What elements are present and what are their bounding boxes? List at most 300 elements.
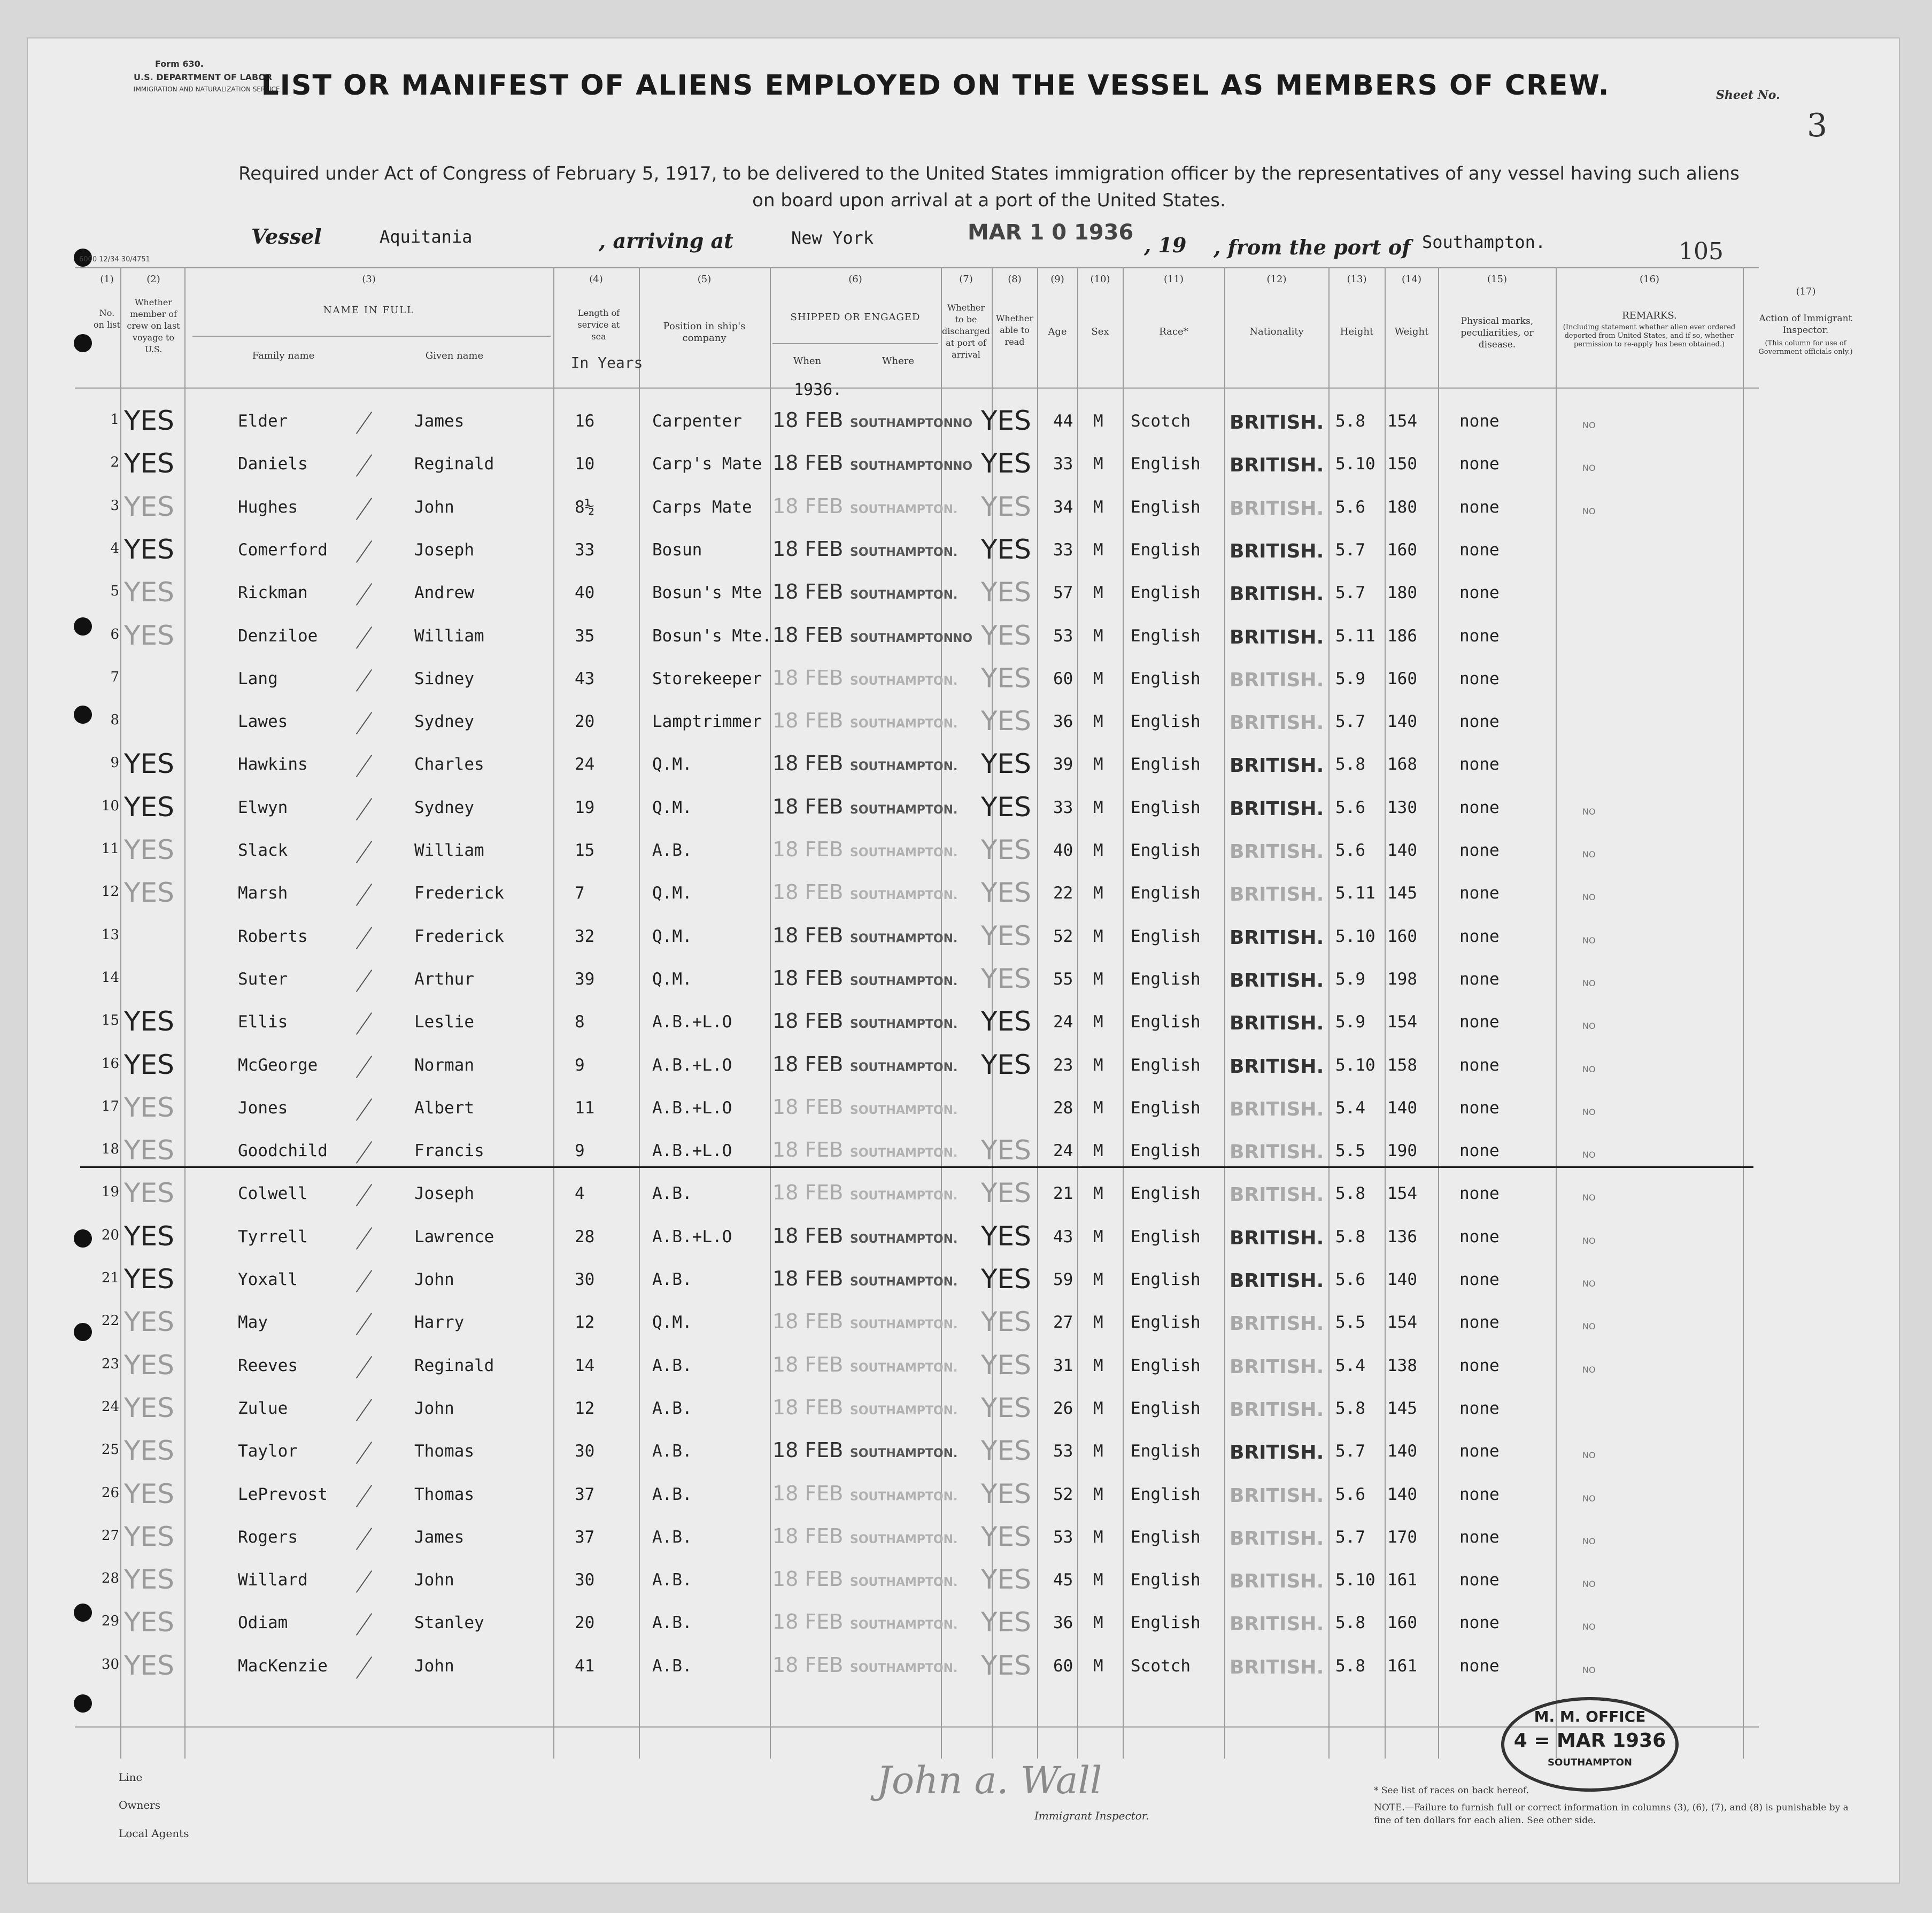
col17-num: (17) [1796, 286, 1816, 297]
cell-read: YES [981, 1006, 1031, 1037]
cell-prev: YES [124, 1478, 174, 1509]
cell-race: English [1131, 884, 1201, 903]
cell-where: SOUTHAMPTON. [850, 674, 958, 688]
cell-when: 18 FEB [772, 580, 844, 604]
name-separator-mark [356, 1313, 372, 1335]
cell-pos: A.B.+L.O [652, 1098, 732, 1118]
cell-svc: 20 [575, 712, 595, 732]
cell-marks: none [1459, 1527, 1500, 1547]
cell-age: 33 [1053, 797, 1073, 817]
cell-marks: none [1459, 583, 1500, 603]
col3a-header: Family name [252, 350, 315, 361]
cell-ht: 5.10 [1335, 454, 1375, 474]
col17-header: Action of Immigrant Inspector. [1759, 313, 1852, 336]
cell-svc: 9 [575, 1141, 585, 1161]
cell-fam: Willard [238, 1570, 308, 1590]
cell-age: 60 [1053, 1656, 1073, 1676]
cell-marks: none [1459, 1184, 1500, 1204]
col3b-header: Given name [425, 350, 484, 361]
cell-n: 23 [101, 1356, 119, 1372]
cell-svc: 30 [575, 1570, 595, 1590]
cell-n: 29 [101, 1613, 119, 1630]
cell-ht: 5.7 [1335, 540, 1365, 560]
cell-nat: BRITISH. [1230, 1055, 1324, 1078]
cell-nat: BRITISH. [1230, 412, 1324, 433]
cell-given: Harry [414, 1313, 465, 1333]
cell-where: SOUTHAMPTON. [850, 1361, 958, 1375]
cell-fam: Marsh [238, 884, 288, 903]
cell-where: SOUTHAMPTON. [850, 1060, 958, 1074]
cell-rem: NO [1582, 1106, 1596, 1117]
cell-race: English [1131, 1270, 1201, 1289]
cell-age: 57 [1053, 583, 1073, 603]
cell-nat: BRITISH. [1230, 712, 1324, 734]
col15-num: (15) [1487, 274, 1507, 285]
cell-sex: M [1093, 1313, 1103, 1333]
cell-svc: 9 [575, 1055, 585, 1075]
cell-when: 18 FEB [772, 494, 844, 518]
col8-num: (8) [1008, 274, 1022, 285]
cell-given: Albert [414, 1098, 474, 1118]
cell-prev: YES [124, 1435, 174, 1467]
cell-prev: YES [124, 1264, 174, 1295]
col12-num: (12) [1266, 274, 1287, 285]
cell-sex: M [1093, 540, 1103, 560]
cell-where: SOUTHAMPTON. [850, 1232, 958, 1246]
cell-ht: 5.9 [1335, 669, 1365, 688]
cell-wt: 140 [1387, 1484, 1417, 1504]
cell-age: 60 [1053, 669, 1073, 688]
cell-when: 18 FEB [772, 1610, 844, 1634]
col11-num: (11) [1164, 274, 1184, 285]
cell-nat: BRITISH. [1230, 884, 1324, 906]
table-row [0, 1349, 1932, 1399]
col16-header: REMARKS. [1622, 310, 1677, 321]
cell-nat: BRITISH. [1230, 1570, 1324, 1593]
cell-given: Sidney [414, 669, 474, 688]
cell-wt: 190 [1387, 1141, 1417, 1161]
cell-when: 18 FEB [772, 1524, 844, 1548]
cell-when: 18 FEB [772, 1653, 844, 1677]
cell-race: English [1131, 1055, 1201, 1075]
cell-age: 34 [1053, 497, 1073, 517]
cell-where: SOUTHAMPTON. [850, 760, 958, 774]
name-separator-mark [356, 1055, 372, 1078]
cell-marks: none [1459, 969, 1500, 989]
cell-svc: 41 [575, 1656, 595, 1676]
name-separator-mark [356, 1442, 372, 1464]
cell-n: 11 [101, 841, 119, 857]
col6-header: SHIPPED OR ENGAGED [790, 312, 921, 323]
cell-when: 18 FEB [772, 1009, 844, 1033]
cell-sex: M [1093, 797, 1103, 817]
cell-age: 55 [1053, 969, 1073, 989]
cell-where: SOUTHAMPTON. [850, 1147, 958, 1160]
cell-read: YES [981, 706, 1031, 737]
cell-svc: 28 [575, 1227, 595, 1246]
cell-wt: 140 [1387, 1098, 1417, 1118]
cell-pos: A.B. [652, 1442, 692, 1461]
cell-read: YES [981, 619, 1031, 651]
cell-when: 18 FEB [772, 1395, 844, 1419]
cell-where: SOUTHAMPTON. [850, 889, 958, 903]
cell-ht: 5.8 [1335, 1227, 1365, 1246]
cell-nat: BRITISH. [1230, 1656, 1324, 1678]
col3-header: NAME IN FULL [323, 305, 415, 316]
col7-num: (7) [959, 274, 973, 285]
cell-age: 53 [1053, 626, 1073, 646]
cell-rem: NO [1582, 1664, 1596, 1675]
cell-svc: 40 [575, 583, 595, 603]
cell-age: 33 [1053, 454, 1073, 474]
col13-header: Height [1340, 326, 1374, 337]
cell-fam: Odiam [238, 1613, 288, 1633]
cell-sex: M [1093, 497, 1103, 517]
cell-marks: none [1459, 1484, 1500, 1504]
cell-wt: 180 [1387, 497, 1417, 517]
stamp-top-text: M. M. OFFICE [1534, 1708, 1646, 1725]
cell-sex: M [1093, 1613, 1103, 1633]
table-row [0, 1135, 1932, 1184]
cell-marks: none [1459, 797, 1500, 817]
stamp-date: 4 = MAR 1936 [1513, 1730, 1666, 1752]
cell-svc: 19 [575, 797, 595, 817]
table-row [0, 1006, 1932, 1055]
cell-nat: BRITISH. [1230, 497, 1324, 520]
cell-svc: 12 [575, 1398, 595, 1418]
cell-when: 18 FEB [772, 1095, 844, 1119]
name-separator-mark [356, 884, 372, 906]
cell-ht: 5.8 [1335, 1613, 1365, 1633]
table-row [0, 1607, 1932, 1656]
col11-header: Race* [1159, 326, 1188, 337]
cell-given: John [414, 1656, 454, 1676]
cell-wt: 170 [1387, 1527, 1417, 1547]
cell-prev: YES [124, 748, 174, 780]
cell-sex: M [1093, 712, 1103, 732]
cell-age: 39 [1053, 755, 1073, 775]
cell-where: SOUTHAMPTON. [850, 545, 958, 559]
name-separator-mark [356, 583, 372, 606]
cell-prev: YES [124, 448, 174, 479]
cell-n: 6 [110, 626, 119, 642]
cell-age: 22 [1053, 884, 1073, 903]
table-row [0, 491, 1932, 540]
cell-svc: 24 [575, 755, 595, 775]
cell-sex: M [1093, 1484, 1103, 1504]
table-row [0, 877, 1932, 926]
cell-age: 31 [1053, 1356, 1073, 1375]
cell-ht: 5.4 [1335, 1098, 1365, 1118]
cell-svc: 10 [575, 454, 595, 474]
cell-n: 4 [110, 540, 119, 556]
cell-marks: none [1459, 540, 1500, 560]
cell-ht: 5.6 [1335, 497, 1365, 517]
cell-dis: NO [953, 417, 973, 430]
cell-read: YES [981, 748, 1031, 780]
table-row [0, 834, 1932, 884]
col5-num: (5) [697, 274, 712, 285]
cell-n: 1 [110, 412, 119, 428]
cell-prev: YES [124, 1607, 174, 1638]
cell-pos: A.B. [652, 1613, 692, 1633]
cell-marks: none [1459, 1570, 1500, 1590]
cell-sex: M [1093, 1055, 1103, 1075]
cell-read: YES [981, 491, 1031, 522]
service: IMMIGRATION AND NATURALIZATION SERVICE [134, 86, 280, 93]
cell-when: 18 FEB [772, 1267, 844, 1290]
cell-read: YES [981, 1607, 1031, 1638]
cell-fam: Lang [238, 669, 278, 688]
races-note: * See list of races on back hereof. [1374, 1785, 1529, 1796]
cell-ht: 5.10 [1335, 1055, 1375, 1075]
cell-nat: BRITISH. [1230, 1613, 1324, 1636]
cell-read: YES [981, 1049, 1031, 1080]
cell-ht: 5.11 [1335, 626, 1375, 646]
cell-fam: Slack [238, 841, 288, 860]
cell-when: 18 FEB [772, 1567, 844, 1591]
cell-nat: BRITISH. [1230, 1141, 1324, 1164]
cell-where: SOUTHAMPTON. [850, 846, 958, 859]
cell-race: Scotch [1131, 1656, 1191, 1676]
cell-ht: 5.8 [1335, 1398, 1365, 1418]
cell-ht: 5.7 [1335, 712, 1365, 732]
cell-svc: 15 [575, 841, 595, 860]
cell-n: 19 [101, 1184, 119, 1201]
cell-wt: 160 [1387, 669, 1417, 688]
cell-fam: Taylor [238, 1442, 298, 1461]
cell-nat: BRITISH. [1230, 454, 1324, 477]
cell-read: YES [981, 577, 1031, 608]
cell-fam: Suter [238, 969, 288, 989]
col6b-header: Where [882, 355, 914, 367]
name-separator-mark [356, 498, 372, 520]
cell-rem: NO [1582, 1321, 1596, 1332]
cell-rem: NO [1582, 806, 1596, 817]
cell-age: 33 [1053, 540, 1073, 560]
cell-race: English [1131, 583, 1201, 603]
cell-age: 52 [1053, 926, 1073, 946]
row-strike-line [80, 1166, 1753, 1168]
cell-sex: M [1093, 1098, 1103, 1118]
cell-race: English [1131, 969, 1201, 989]
cell-pos: A.B. [652, 1570, 692, 1590]
name-separator-mark [356, 1613, 372, 1636]
col3-num: (3) [362, 274, 376, 285]
cell-given: John [414, 497, 454, 517]
cell-given: Thomas [414, 1484, 474, 1504]
cell-wt: 160 [1387, 1613, 1417, 1633]
cell-given: Arthur [414, 969, 474, 989]
cell-prev: YES [124, 1306, 174, 1338]
manifest-code: 105 [1679, 238, 1724, 265]
cell-race: English [1131, 454, 1201, 474]
cell-marks: none [1459, 1313, 1500, 1333]
name-separator-mark [356, 626, 372, 648]
cell-fam: Yoxall [238, 1270, 298, 1289]
name-separator-mark [356, 1012, 372, 1035]
arrival-date-stamp: MAR 1 0 1936 [968, 220, 1134, 245]
cell-sex: M [1093, 1527, 1103, 1547]
cell-marks: none [1459, 712, 1500, 732]
cell-age: 26 [1053, 1398, 1073, 1418]
cell-prev: YES [124, 1649, 174, 1681]
cell-when: 18 FEB [772, 1138, 844, 1162]
cell-nat: BRITISH. [1230, 540, 1324, 562]
cell-where: SOUTHAMPTON. [850, 1318, 958, 1332]
cell-race: English [1131, 669, 1201, 688]
col17-note: (This column for use of Government officials only.) [1758, 339, 1853, 356]
cell-given: Leslie [414, 1012, 474, 1032]
cell-read: YES [981, 1306, 1031, 1338]
cell-rem: NO [1582, 935, 1596, 946]
cell-when: 18 FEB [772, 752, 844, 776]
cell-where: SOUTHAMPTON. [850, 460, 958, 474]
cell-nat: BRITISH. [1230, 1227, 1324, 1249]
col10-header: Sex [1091, 326, 1109, 337]
cell-when: 18 FEB [772, 665, 844, 690]
cell-svc: 43 [575, 669, 595, 688]
cell-read: YES [981, 533, 1031, 565]
col4-num: (4) [589, 274, 603, 285]
cell-rem: NO [1582, 1450, 1596, 1461]
cell-sex: M [1093, 583, 1103, 603]
cell-fam: Goodchild [238, 1141, 328, 1161]
print-code: 6000 12/34 30/4751 [79, 255, 150, 264]
cell-when: 18 FEB [772, 923, 844, 947]
cell-where: SOUTHAMPTON. [850, 1103, 958, 1117]
cell-age: 40 [1053, 841, 1073, 860]
cell-read: YES [981, 405, 1031, 436]
table-row [0, 1392, 1932, 1442]
cell-pos: Bosun's Mte. [652, 626, 772, 646]
col2-header: Whether member of crew on last voyage to U.S. [127, 297, 180, 354]
cell-svc: 12 [575, 1313, 595, 1333]
cell-where: SOUTHAMPTON. [850, 1490, 958, 1504]
cell-n: 17 [101, 1098, 119, 1114]
cell-pos: A.B.+L.O [652, 1227, 732, 1246]
cell-wt: 140 [1387, 712, 1417, 732]
cell-given: John [414, 1570, 454, 1590]
sheet-number: 3 [1807, 107, 1828, 144]
cell-where: SOUTHAMPTON. [850, 1661, 958, 1675]
cell-pos: A.B. [652, 1484, 692, 1504]
cell-age: 43 [1053, 1227, 1073, 1246]
cell-age: 45 [1053, 1570, 1073, 1590]
cell-fam: Elder [238, 412, 288, 431]
cell-prev: YES [124, 577, 174, 608]
cell-race: Scotch [1131, 412, 1191, 431]
cell-sex: M [1093, 1442, 1103, 1461]
cell-when: 18 FEB [772, 1223, 844, 1248]
table-row [0, 1649, 1932, 1699]
cell-sex: M [1093, 755, 1103, 775]
cell-nat: BRITISH. [1230, 583, 1324, 606]
cell-ht: 5.8 [1335, 755, 1365, 775]
cell-pos: A.B.+L.O [652, 1141, 732, 1161]
cell-wt: 140 [1387, 1442, 1417, 1461]
cell-pos: Q.M. [652, 969, 692, 989]
shipped-subrule [772, 343, 938, 344]
cell-rem: NO [1582, 1235, 1596, 1246]
cell-fam: Hawkins [238, 755, 308, 775]
cell-ht: 5.5 [1335, 1313, 1365, 1333]
cell-svc: 7 [575, 884, 585, 903]
cell-pos: Carps Mate [652, 497, 752, 517]
cell-where: SOUTHAMPTON. [850, 717, 958, 731]
cell-nat: BRITISH. [1230, 841, 1324, 863]
cell-nat: BRITISH. [1230, 1184, 1324, 1206]
table-row [0, 662, 1932, 712]
cell-wt: 161 [1387, 1570, 1417, 1590]
cell-given: John [414, 1270, 454, 1289]
cell-pos: Bosun [652, 540, 702, 560]
cell-n: 15 [101, 1012, 119, 1029]
cell-marks: none [1459, 669, 1500, 688]
cell-n: 22 [101, 1313, 119, 1329]
cell-sex: M [1093, 1570, 1103, 1590]
cell-wt: 158 [1387, 1055, 1417, 1075]
table-row [0, 533, 1932, 583]
cell-marks: none [1459, 626, 1500, 646]
cell-where: SOUTHAMPTON. [850, 803, 958, 817]
col10-num: (10) [1090, 274, 1110, 285]
cell-rem: NO [1582, 506, 1596, 516]
cell-rem: NO [1582, 1064, 1596, 1074]
col9-num: (9) [1050, 274, 1064, 285]
cell-n: 9 [110, 755, 119, 771]
cell-given: Thomas [414, 1442, 474, 1461]
col6-num: (6) [848, 274, 862, 285]
col8-header: Whether able to read [995, 313, 1034, 347]
cell-pos: A.B. [652, 1356, 692, 1375]
cell-race: English [1131, 1570, 1201, 1590]
cell-given: Reginald [414, 1356, 494, 1375]
name-separator-mark [356, 1356, 372, 1378]
cell-n: 27 [101, 1527, 119, 1544]
cell-given: Sydney [414, 712, 474, 732]
form-number: Form 630. [155, 59, 204, 69]
cell-given: Frederick [414, 926, 504, 946]
cell-sex: M [1093, 626, 1103, 646]
cell-fam: Tyrrell [238, 1227, 308, 1246]
cell-n: 21 [101, 1270, 119, 1286]
name-separator-mark [356, 1184, 372, 1206]
cell-pos: Q.M. [652, 755, 692, 775]
punch-hole [74, 334, 92, 352]
cell-dis: NO [953, 631, 973, 645]
cell-svc: 16 [575, 412, 595, 431]
cell-read: YES [981, 1220, 1031, 1252]
cell-pos: A.B. [652, 1270, 692, 1289]
cell-pos: A.B.+L.O [652, 1055, 732, 1075]
cell-where: SOUTHAMPTON. [850, 417, 958, 430]
cell-svc: 33 [575, 540, 595, 560]
name-separator-mark [356, 412, 372, 434]
cell-marks: none [1459, 1270, 1500, 1289]
cell-age: 36 [1053, 1613, 1073, 1633]
cell-where: SOUTHAMPTON. [850, 974, 958, 988]
cell-nat: BRITISH. [1230, 926, 1324, 949]
cell-race: English [1131, 497, 1201, 517]
cell-given: Charles [414, 755, 484, 775]
cell-given: Joseph [414, 540, 474, 560]
cell-wt: 168 [1387, 755, 1417, 775]
cell-n: 13 [101, 926, 119, 943]
cell-race: English [1131, 1527, 1201, 1547]
cell-n: 2 [110, 454, 119, 471]
name-separator-mark [356, 798, 372, 820]
